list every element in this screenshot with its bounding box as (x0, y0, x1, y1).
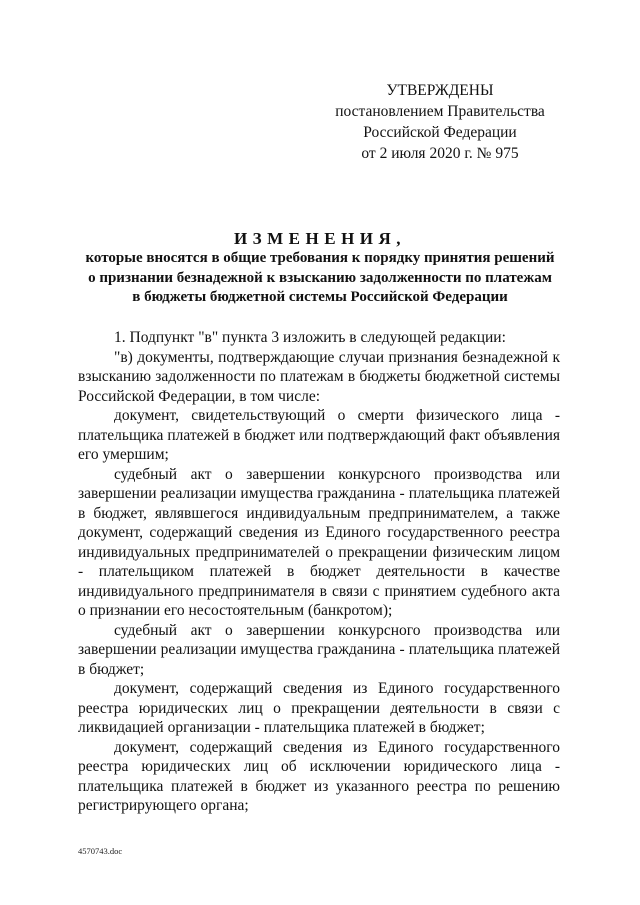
paragraph: судебный акт о завершении конкурсного производства или завершении реализации имущества гражданина - плательщика платежей в бюджет; (78, 621, 560, 678)
paragraph: документ, свидетельствующий о смерти физического лица - плательщика платежей в бюджет или подтверждающий факт объявления его умершим; (78, 407, 560, 463)
approval-line-decree: постановлением Правительства (335, 103, 545, 120)
page-title: ИЗМЕНЕНИЯ, (233, 229, 407, 248)
paragraph: документ, содержащий сведения из Единого государственного реестра юридических лиц о прекращении деятельности в связи с ликвидацией организации - плательщика платежей в бюджет; (78, 680, 560, 736)
subtitle-line: о признании безнадежной к взысканию задолженности по платежам (88, 269, 552, 286)
approval-line-date-number: от 2 июля 2020 г. № 975 (361, 145, 519, 162)
approval-block (320, 80, 560, 164)
subtitle-line: которые вносятся в общие требования к порядку принятия решений (85, 250, 555, 266)
document-body (78, 328, 560, 816)
footer-filename: 4570743.doc (78, 846, 123, 856)
paragraph: судебный акт о завершении конкурсного производства или завершении реализации имущества гражданина - плательщика платежей в бюджет, являвшегося индивидуальным предпринимателем, а также документ, содержащий сведения из Единого государственного реестра индивидуальных предпринимателей о прекращении физическим лицом - плательщиком платежей в бюджет деятельности в качестве индивидуального предпринимателя в связи с принятием судебного акта о признании его несостоятельным (банкротом); (78, 465, 560, 619)
paragraph: 1. Подпункт "в" пункта 3 изложить в следующей редакции: (114, 329, 506, 346)
document-heading (60, 229, 580, 308)
approval-title: УТВЕРЖДЕНЫ (386, 82, 494, 99)
paragraph: "в) документы, подтверждающие случаи признания безнадежной к взысканию задолженности по платежам в бюджеты бюджетной системы Российской Федерации, в том числе: (78, 348, 560, 405)
subtitle-line: в бюджеты бюджетной системы Российской Федерации (132, 289, 508, 305)
approval-line-country: Российской Федерации (363, 124, 517, 141)
paragraph: документ, содержащий сведения из Единого государственного реестра юридических лиц об исключении юридического лица - плательщика платежей в бюджет из указанного реестра по решению регистрирующего органа; (78, 738, 560, 814)
